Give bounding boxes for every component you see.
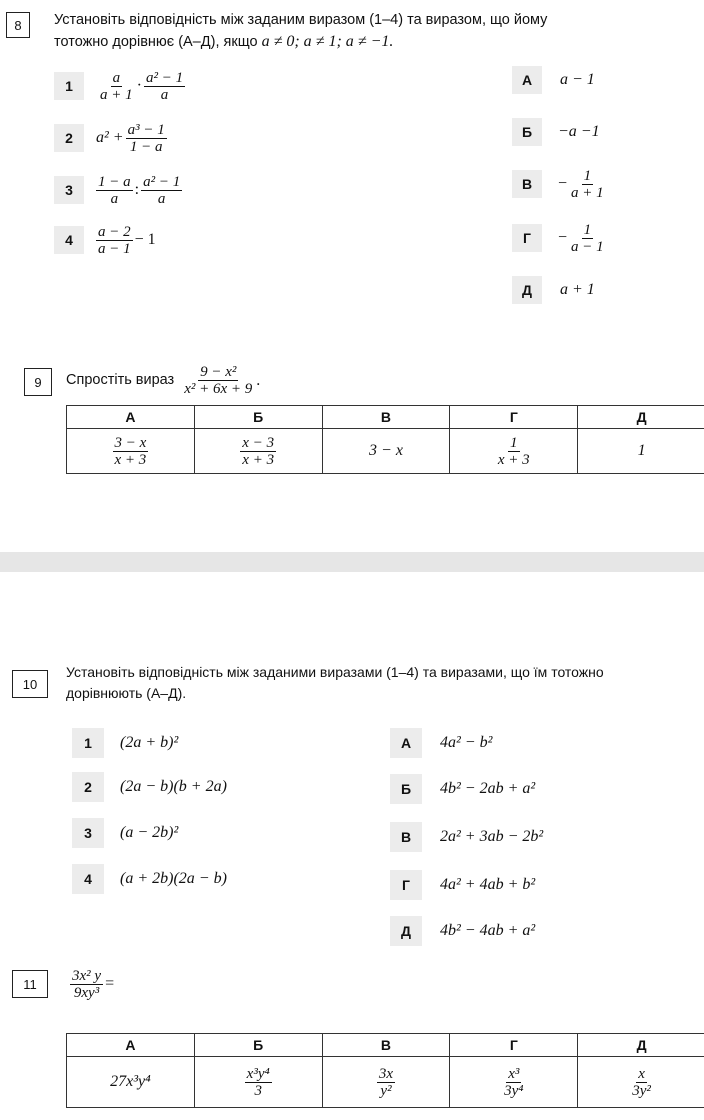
q8-expr-1: $\frac{a}{a + 1}$ · $\frac{\text{a² − 1}}{a}$ — [100, 69, 184, 103]
q8-left-label-1: 1 — [54, 72, 84, 100]
q10-right-label-v: В — [390, 822, 422, 852]
fraction: $\frac{a - 2}{a - 1}$ — [98, 223, 131, 257]
q10-right-expr-g: 4a² + 4ab + b² — [440, 876, 536, 893]
q11-answer-table — [66, 1033, 704, 1108]
q10-left-expr-3: (a − 2b)² — [120, 824, 179, 841]
q10-left-expr-4: (a + 2b)(2a − b) — [120, 870, 227, 887]
table-header-row — [67, 1034, 704, 1057]
q11-cell-b — [194, 1057, 322, 1108]
q8-right-label-g: Г — [512, 224, 542, 252]
q9-col-v: В — [322, 406, 450, 429]
question-number-8: 8 — [6, 12, 30, 38]
q10-left-label-2: 2 — [72, 772, 104, 802]
q11-cell-g — [450, 1057, 578, 1108]
q9-col-g: Г — [450, 406, 578, 429]
q11-cell-d — [578, 1057, 704, 1108]
q10-left-label-4: 4 — [72, 864, 104, 894]
q8-expr-4: $\frac{a - 2}{a - 1}$ − 1 — [98, 223, 156, 257]
q9-expression: $\frac{\text{9 − x²}}{\text{x² + 6x + 9}}$ . — [184, 363, 261, 397]
question-number-10: 10 — [12, 670, 48, 698]
q10-left-expr-1: (2a + b)² — [120, 734, 179, 751]
q9-cell-g — [450, 429, 578, 474]
fraction: $\frac{1}{a - 1}$ — [571, 221, 604, 255]
q11-col-a: А — [67, 1034, 195, 1057]
q10-right-label-d: Д — [390, 916, 422, 946]
q10-right-expr-a: 4a² − b² — [440, 734, 493, 751]
fraction: $\frac{\text{a² − 1}}{a}$ — [145, 69, 184, 103]
question-10-text — [66, 662, 702, 704]
question-8-text — [54, 10, 694, 53]
fraction: $\frac{3x}{\text{y²}}$ — [378, 1065, 394, 1099]
q9-cell-a — [67, 429, 195, 474]
q11-cell-v — [322, 1057, 450, 1108]
fraction: $\frac{3 - x}{x + 3}$ — [114, 434, 147, 468]
question-8-line2: тотожно дорівнює (А–Д), якщо a ≠ 0; a ≠ 1; a ≠ −1. — [54, 33, 394, 50]
table-row — [67, 429, 704, 474]
q8-left-label-2: 2 — [54, 124, 84, 152]
q11-col-g: Г — [450, 1034, 578, 1057]
q8-answer-b: −a −1 — [558, 123, 600, 140]
q10-left-expr-2: (2a − b)(b + 2a) — [120, 778, 227, 795]
fraction: $\frac{\text{3x² y}}{\text{9xy³}}$ — [72, 967, 102, 1001]
q9-col-d: Д — [578, 406, 704, 429]
fraction: $\frac{\text{a³ − 1}}{1 - a}$ — [127, 121, 165, 155]
q11-col-v: В — [322, 1034, 450, 1057]
q10-left-label-3: 3 — [72, 818, 104, 848]
question-8-condition: a ≠ 0; a ≠ 1; a ≠ −1. — [261, 33, 394, 50]
question-10-line1: Установіть відповідність між заданими виразами (1–4) та виразами, що їм тотожно — [66, 664, 604, 680]
q10-right-expr-v: 2a² + 3ab − 2b² — [440, 828, 544, 845]
q10-right-expr-d: 4b² − 4ab + a² — [440, 922, 536, 939]
q10-right-expr-b: 4b² − 2ab + a² — [440, 780, 536, 797]
question-number-9: 9 — [24, 368, 52, 396]
q10-right-label-a: А — [390, 728, 422, 758]
q11-col-d: Д — [578, 1034, 704, 1057]
q9-col-b: Б — [194, 406, 322, 429]
page-sheet-top — [0, 0, 704, 552]
fraction: $\frac{\text{a² − 1}}{a}$ — [143, 173, 181, 207]
q11-expression: $\frac{\text{3x² y}}{\text{9xy³}}$ = — [72, 967, 115, 1001]
fraction: $\frac{x}{\text{3y²}}$ — [632, 1065, 651, 1099]
fraction: $\frac{\text{x³}}{\text{3y⁴}}$ — [504, 1065, 524, 1099]
q8-right-label-a: А — [512, 66, 542, 94]
fraction: $\frac{a}{a + 1}$ — [100, 69, 133, 103]
q9-cell-b — [194, 429, 322, 474]
question-10-line2: дорівнюють (А–Д). — [66, 685, 187, 701]
q8-left-label-3: 3 — [54, 176, 84, 204]
q11-col-b: Б — [194, 1034, 322, 1057]
q8-answer-v: − $\frac{1}{a + 1}$ — [558, 167, 604, 201]
fraction: $\frac{1 - a}{a}$ — [98, 173, 131, 207]
q10-left-label-1: 1 — [72, 728, 104, 758]
fraction: $\frac{1}{x + 3}$ — [497, 434, 530, 468]
fraction: $\frac{\text{9 − x²}}{\text{x² + 6x + 9}}$ — [184, 363, 253, 397]
fraction: $\frac{x - 3}{x + 3}$ — [242, 434, 275, 468]
q9-cell-v: 3 − x — [322, 429, 450, 474]
q8-expr-3: $\frac{1 - a}{a}$ : $\frac{\text{a² − 1}}{a}$ — [98, 173, 181, 207]
q9-col-a: А — [67, 406, 195, 429]
page-gap — [0, 552, 704, 572]
q11-cell-a: 27x³y⁴ — [67, 1057, 195, 1108]
q9-cell-d: 1 — [578, 429, 704, 474]
q9-answer-table — [66, 405, 704, 474]
q8-right-label-v: В — [512, 170, 542, 198]
q8-answer-d: a + 1 — [560, 281, 595, 298]
q8-right-label-b: Б — [512, 118, 542, 146]
fraction: $\frac{1}{a + 1}$ — [571, 167, 604, 201]
question-number-11: 11 — [12, 970, 48, 998]
q8-answer-a: a − 1 — [560, 71, 595, 88]
table-row — [67, 1057, 704, 1108]
table-header-row — [67, 406, 704, 429]
q8-expr-2: a² + $\frac{\text{a³ − 1}}{1 - a}$ — [96, 121, 165, 155]
q10-right-label-g: Г — [390, 870, 422, 900]
q8-answer-g: − $\frac{1}{a - 1}$ — [558, 221, 604, 255]
question-9-text: Спростіть вираз $\frac{\text{9 − x²}}{\text{x² + 6x + 9}}$ . — [66, 363, 261, 397]
fraction: $\frac{\text{x³y⁴}}{3}$ — [246, 1065, 270, 1099]
q8-right-label-d: Д — [512, 276, 542, 304]
page-sheet-bottom — [0, 572, 704, 1120]
q8-left-label-4: 4 — [54, 226, 84, 254]
q10-right-label-b: Б — [390, 774, 422, 804]
question-8-line1: Установіть відповідність між заданим виразом (1–4) та виразом, що йому — [54, 12, 548, 28]
